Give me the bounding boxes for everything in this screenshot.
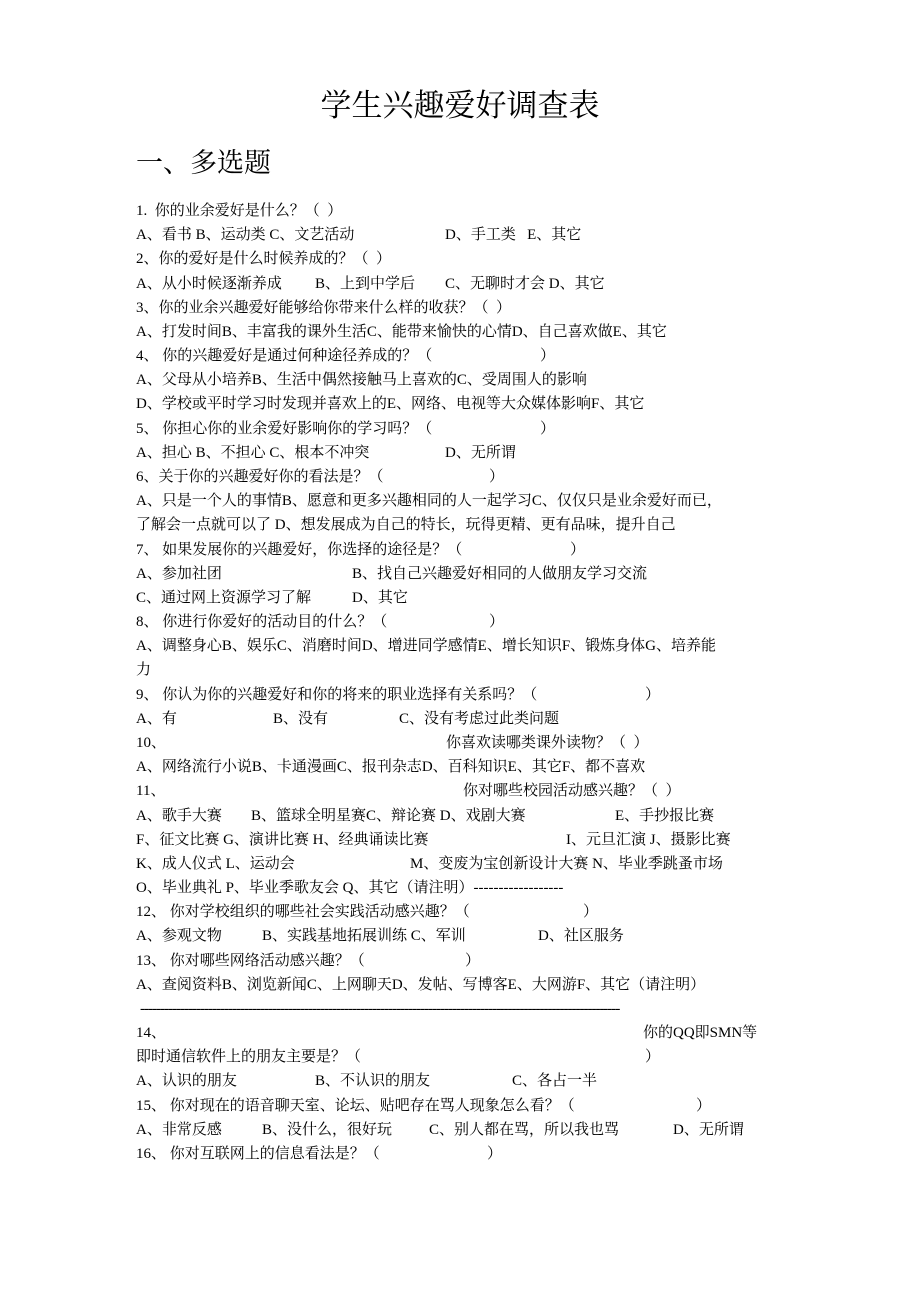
question-line-segment: ） [583, 904, 599, 921]
question-line: A、非常反感 [136, 1121, 222, 1138]
question-line-segment: ） [645, 686, 661, 703]
question-line-segment: 你的QQ即SMN等 [643, 1025, 758, 1042]
question-line: 16、 你对互联网上的信息看法是？（ [136, 1146, 380, 1163]
question-line-segment: ） [465, 952, 481, 969]
question-line: A、参加社团 [136, 565, 222, 582]
question-line-segment: B、没有 [273, 710, 329, 727]
question-line: 10、 [136, 734, 167, 751]
question-line-segment: E、手抄报比赛 [615, 807, 715, 824]
question-line: A、查阅资料B、浏览新闻C、上网聊天D、发帖、写博客E、大网游F、其它（请注明） [136, 976, 706, 993]
question-line: 1. 你的业余爱好是什么？（ ） [136, 203, 343, 219]
question-line-segment: ） [570, 541, 586, 558]
question-line: 力 [136, 662, 152, 679]
question-line: 6、关于你的兴趣爱好你的看法是？（ [136, 468, 384, 485]
question-line-segment: ） [696, 1097, 712, 1114]
question-line: 11、 [136, 783, 166, 800]
question-line: O、毕业典礼 P、毕业季歌友会 Q、其它（请注明）------------------ [136, 880, 564, 897]
question-line: 3、你的业余兴趣爱好能够给你带来什么样的收获？（ ） [136, 299, 512, 316]
question-line-segment: D、社区服务 [538, 928, 624, 945]
answer-blank-line: ------------------------------------------------------------------------------------------------------------------------ [140, 1000, 620, 1017]
question-line: D、学校或平时学习时发现并喜欢上的E、网络、电视等大众媒体影响F、其它 [136, 396, 645, 413]
question-line: A、歌手大赛 [136, 807, 222, 824]
question-line: 7、 如果发展你的兴趣爱好，你选择的途径是？（ [136, 541, 463, 558]
question-line-segment: B、不认识的朋友 [315, 1073, 431, 1090]
question-line-segment: ） [540, 420, 556, 437]
question-line-segment: 你喜欢读哪类课外读物？（ ） [446, 734, 649, 751]
question-line-segment: ） [540, 348, 556, 365]
question-line-segment: C、别人都在骂，所以我也骂 [429, 1121, 620, 1138]
question-line-segment: D、其它 [352, 589, 408, 606]
question-line: A、网络流行小说B、卡通漫画C、报刊杂志D、百科知识E、其它F、都不喜欢 [136, 759, 646, 776]
question-line: C、通过网上资源学习了解 [136, 589, 312, 606]
question-line-segment: D、无所谓 [445, 444, 516, 461]
question-line: 15、 你对现在的语音聊天室、论坛、贴吧存在骂人现象怎么看？（ [136, 1097, 575, 1114]
question-line: 了解会一点就可以了 D、想发展成为自己的特长，玩得更精、更有品味，提升自己 [136, 517, 676, 534]
question-line-segment: B、篮球全明星赛C、辩论赛 D、戏剧大赛 [251, 807, 526, 824]
question-line-segment: B、实践基地拓展训练 C、军训 [262, 928, 466, 945]
question-line-segment: C、无聊时才会 D、其它 [445, 275, 605, 292]
question-line: 9、 你认为你的兴趣爱好和你的将来的职业选择有关系吗？（ [136, 686, 538, 703]
question-line-segment: 你对哪些校园活动感兴趣？（ ） [463, 783, 681, 800]
question-line: A、有 [136, 710, 177, 727]
question-line: A、调整身心B、娱乐C、消磨时间D、增进同学感情E、增长知识F、锻炼身体G、培养能 [136, 638, 717, 655]
question-line-segment: I、元旦汇演 J、摄影比赛 [566, 831, 731, 848]
question-line: F、征文比赛 G、演讲比赛 H、经典诵读比赛 [136, 831, 429, 848]
document-title: 学生兴趣爱好调查表 [320, 88, 600, 123]
question-line: 5、 你担心你的业余爱好影响你的学习吗？（ [136, 420, 433, 437]
question-line-segment: B、没什么，很好玩 [262, 1121, 393, 1138]
question-line: 2、你的爱好是什么时候养成的？（ ） [136, 251, 392, 268]
question-line-segment: ） [489, 468, 505, 485]
question-line: 13、 你对哪些网络活动感兴趣？（ [136, 952, 365, 969]
question-line-segment: C、没有考虑过此类问题 [399, 710, 560, 727]
question-line: A、从小时候逐渐养成 [136, 275, 282, 292]
question-line-segment: ） [645, 1049, 661, 1066]
question-line: 8、 你进行你爱好的活动目的什么？（ [136, 614, 388, 631]
question-line-segment: D、无所谓 [673, 1121, 744, 1138]
question-line-segment: ） [487, 1146, 503, 1163]
question-line: 14、 [136, 1025, 167, 1042]
question-line: A、认识的朋友 [136, 1073, 237, 1090]
question-line: K、成人仪式 L、运动会 [136, 855, 295, 872]
question-line: A、只是一个人的事情B、愿意和更多兴趣相同的人一起学习C、仅仅只是业余爱好而已， [136, 493, 722, 510]
question-line-segment: B、上到中学后 [315, 275, 416, 292]
question-line: A、父母从小培养B、生活中偶然接触马上喜欢的C、受周围人的影响 [136, 372, 587, 389]
question-line: A、参观文物 [136, 928, 222, 945]
question-line: 即时通信软件上的朋友主要是？（ [136, 1049, 362, 1066]
question-line: 12、 你对学校组织的哪些社会实践活动感兴趣？（ [136, 904, 470, 921]
question-line-segment: B、找自己兴趣爱好相同的人做朋友学习交流 [352, 565, 648, 582]
question-line-segment: M、变废为宝创新设计大赛 N、毕业季跳蚤市场 [410, 855, 723, 872]
question-line-segment: D、手工类 E、其它 [445, 227, 582, 244]
section-heading: 一、多选题 [136, 148, 271, 178]
question-line-segment: C、各占一半 [512, 1073, 598, 1090]
question-line: A、打发时间B、丰富我的课外生活C、能带来愉快的心情D、自己喜欢做E、其它 [136, 323, 667, 340]
question-line: A、看书 B、运动类 C、文艺活动 [136, 227, 355, 244]
question-line: A、担心 B、不担心 C、根本不冲突 [136, 444, 370, 461]
question-line: 4、 你的兴趣爱好是通过何种途径养成的？（ [136, 348, 433, 365]
question-line-segment: ） [489, 614, 505, 631]
